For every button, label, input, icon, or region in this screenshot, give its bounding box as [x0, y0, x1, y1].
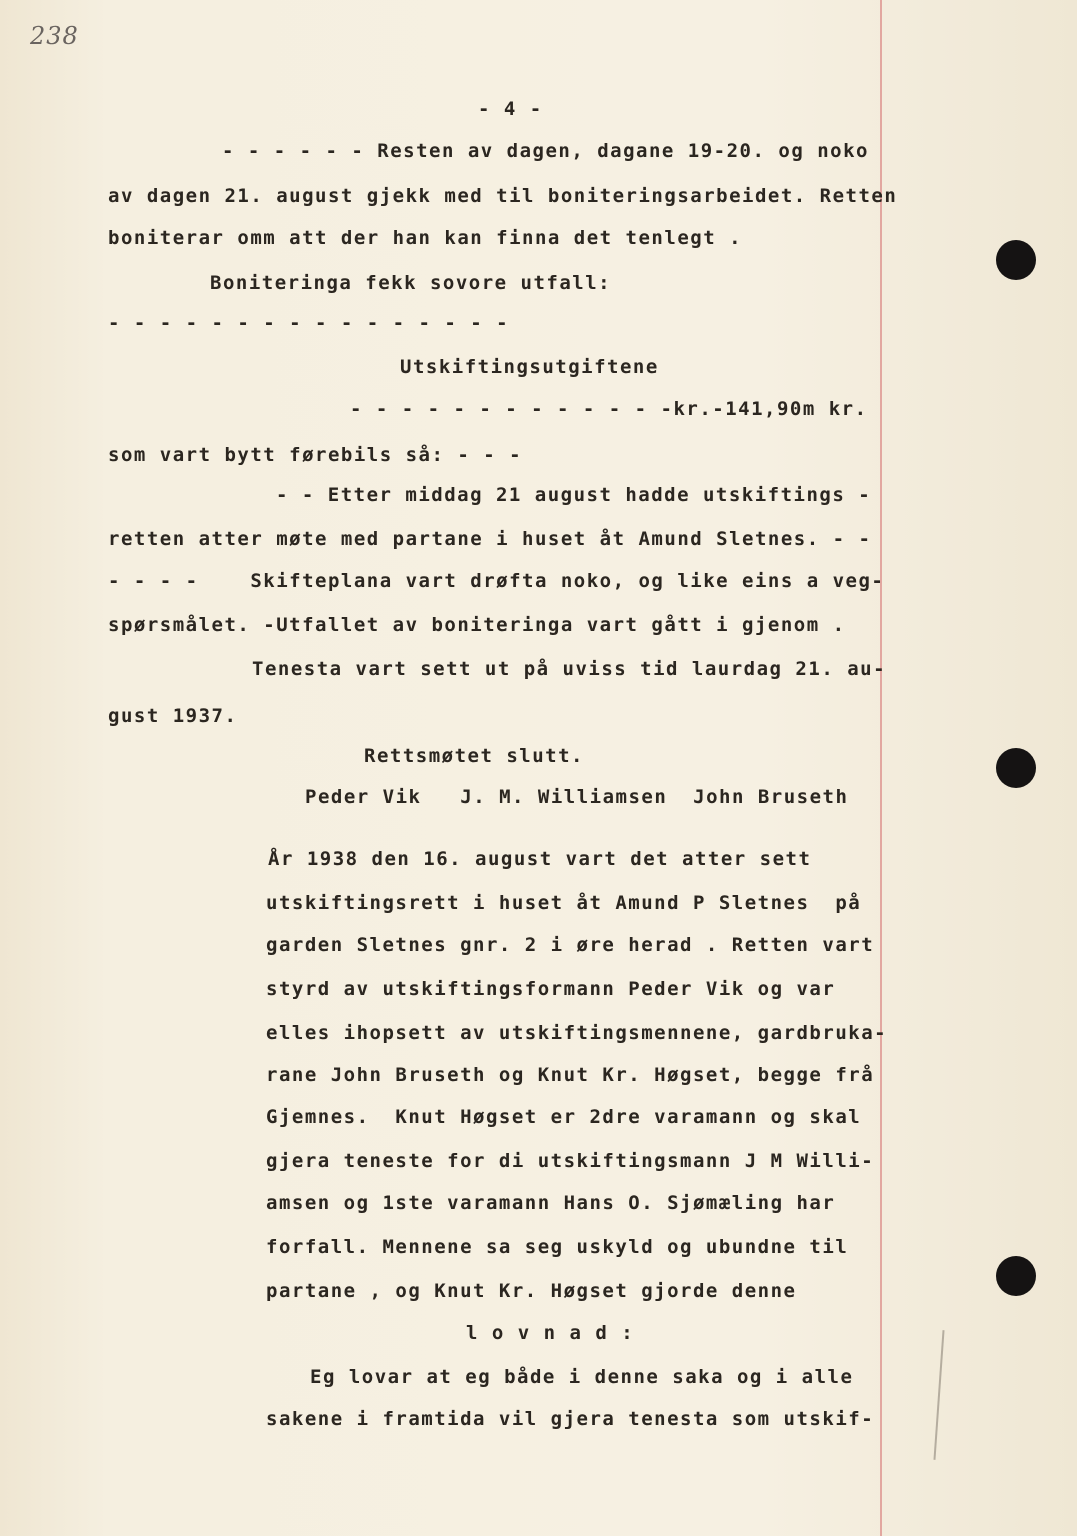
heading-rettsmotet-slutt: Rettsmøtet slutt.: [364, 745, 584, 767]
text-line: forfall. Mennene sa seg uskyld og ubundne til: [266, 1236, 849, 1258]
text-line: - - - - - - Resten av dagen, dagane 19-20. og noko: [222, 140, 869, 162]
text-line: År 1938 den 16. august vart det atter sett: [268, 848, 812, 870]
text-line: som vart bytt førebils så: - - -: [108, 444, 523, 466]
text-line: Boniteringa fekk sovore utfall:: [210, 272, 612, 294]
text-line: garden Sletnes gnr. 2 i øre herad . Retten vart: [266, 934, 875, 956]
text-line: utskiftingsrett i huset åt Amund P Sletnes på: [266, 892, 862, 914]
punch-hole-bottom: [996, 1256, 1036, 1296]
text-line: styrd av utskiftingsformann Peder Vik og var: [266, 978, 836, 1000]
text-line: rane John Bruseth og Knut Kr. Høgset, begge frå: [266, 1064, 875, 1086]
folio-number: 238: [30, 22, 79, 50]
heading-utskiftingsutgiftene: Utskiftingsutgiftene: [400, 356, 659, 378]
text-line: - - - - Skifteplana vart drøfta noko, og like eins a veg-: [108, 570, 885, 592]
signatures: Peder Vik J. M. Williamsen John Bruseth: [305, 786, 849, 808]
text-line: spørsmålet. -Utfallet av boniteringa vart gått i gjenom .: [108, 614, 846, 636]
pencil-mark: [933, 1330, 944, 1460]
text-line: retten atter møte med partane i huset åt Amund Sletnes. - -: [108, 528, 872, 550]
text-line: boniterar omm att der han kan finna det tenlegt .: [108, 227, 743, 249]
heading-lovnad: l o v n a d :: [466, 1322, 635, 1344]
text-line: gjera teneste for di utskiftingsmann J M Willi-: [266, 1150, 875, 1172]
text-line: Eg lovar at eg både i denne saka og i alle: [310, 1366, 854, 1388]
text-line: gust 1937.: [108, 705, 238, 727]
text-line: - - - - - - - - - - - - - - - -: [108, 312, 510, 334]
margin-rule: [880, 0, 882, 1536]
text-line: - - Etter middag 21 august hadde utskiftings -: [276, 484, 872, 506]
text-line: av dagen 21. august gjekk med til boniteringsarbeidet. Retten: [108, 185, 898, 207]
text-line: sakene i framtida vil gjera tenesta som utskif-: [266, 1408, 875, 1430]
text-line: amsen og 1ste varamann Hans O. Sjømæling har: [266, 1192, 836, 1214]
punch-hole-top: [996, 240, 1036, 280]
text-line: elles ihopsett av utskiftingsmennene, gardbruka-: [266, 1022, 888, 1044]
text-line: - - - - - - - - - - - - -kr.-141,90m kr.: [350, 398, 868, 420]
text-line: partane , og Knut Kr. Høgset gjorde denne: [266, 1280, 797, 1302]
punch-hole-middle: [996, 748, 1036, 788]
text-line: Gjemnes. Knut Høgset er 2dre varamann og skal: [266, 1106, 862, 1128]
page-marker: - 4 -: [478, 98, 543, 120]
text-line: Tenesta vart sett ut på uviss tid laurdag 21. au-: [252, 658, 887, 680]
